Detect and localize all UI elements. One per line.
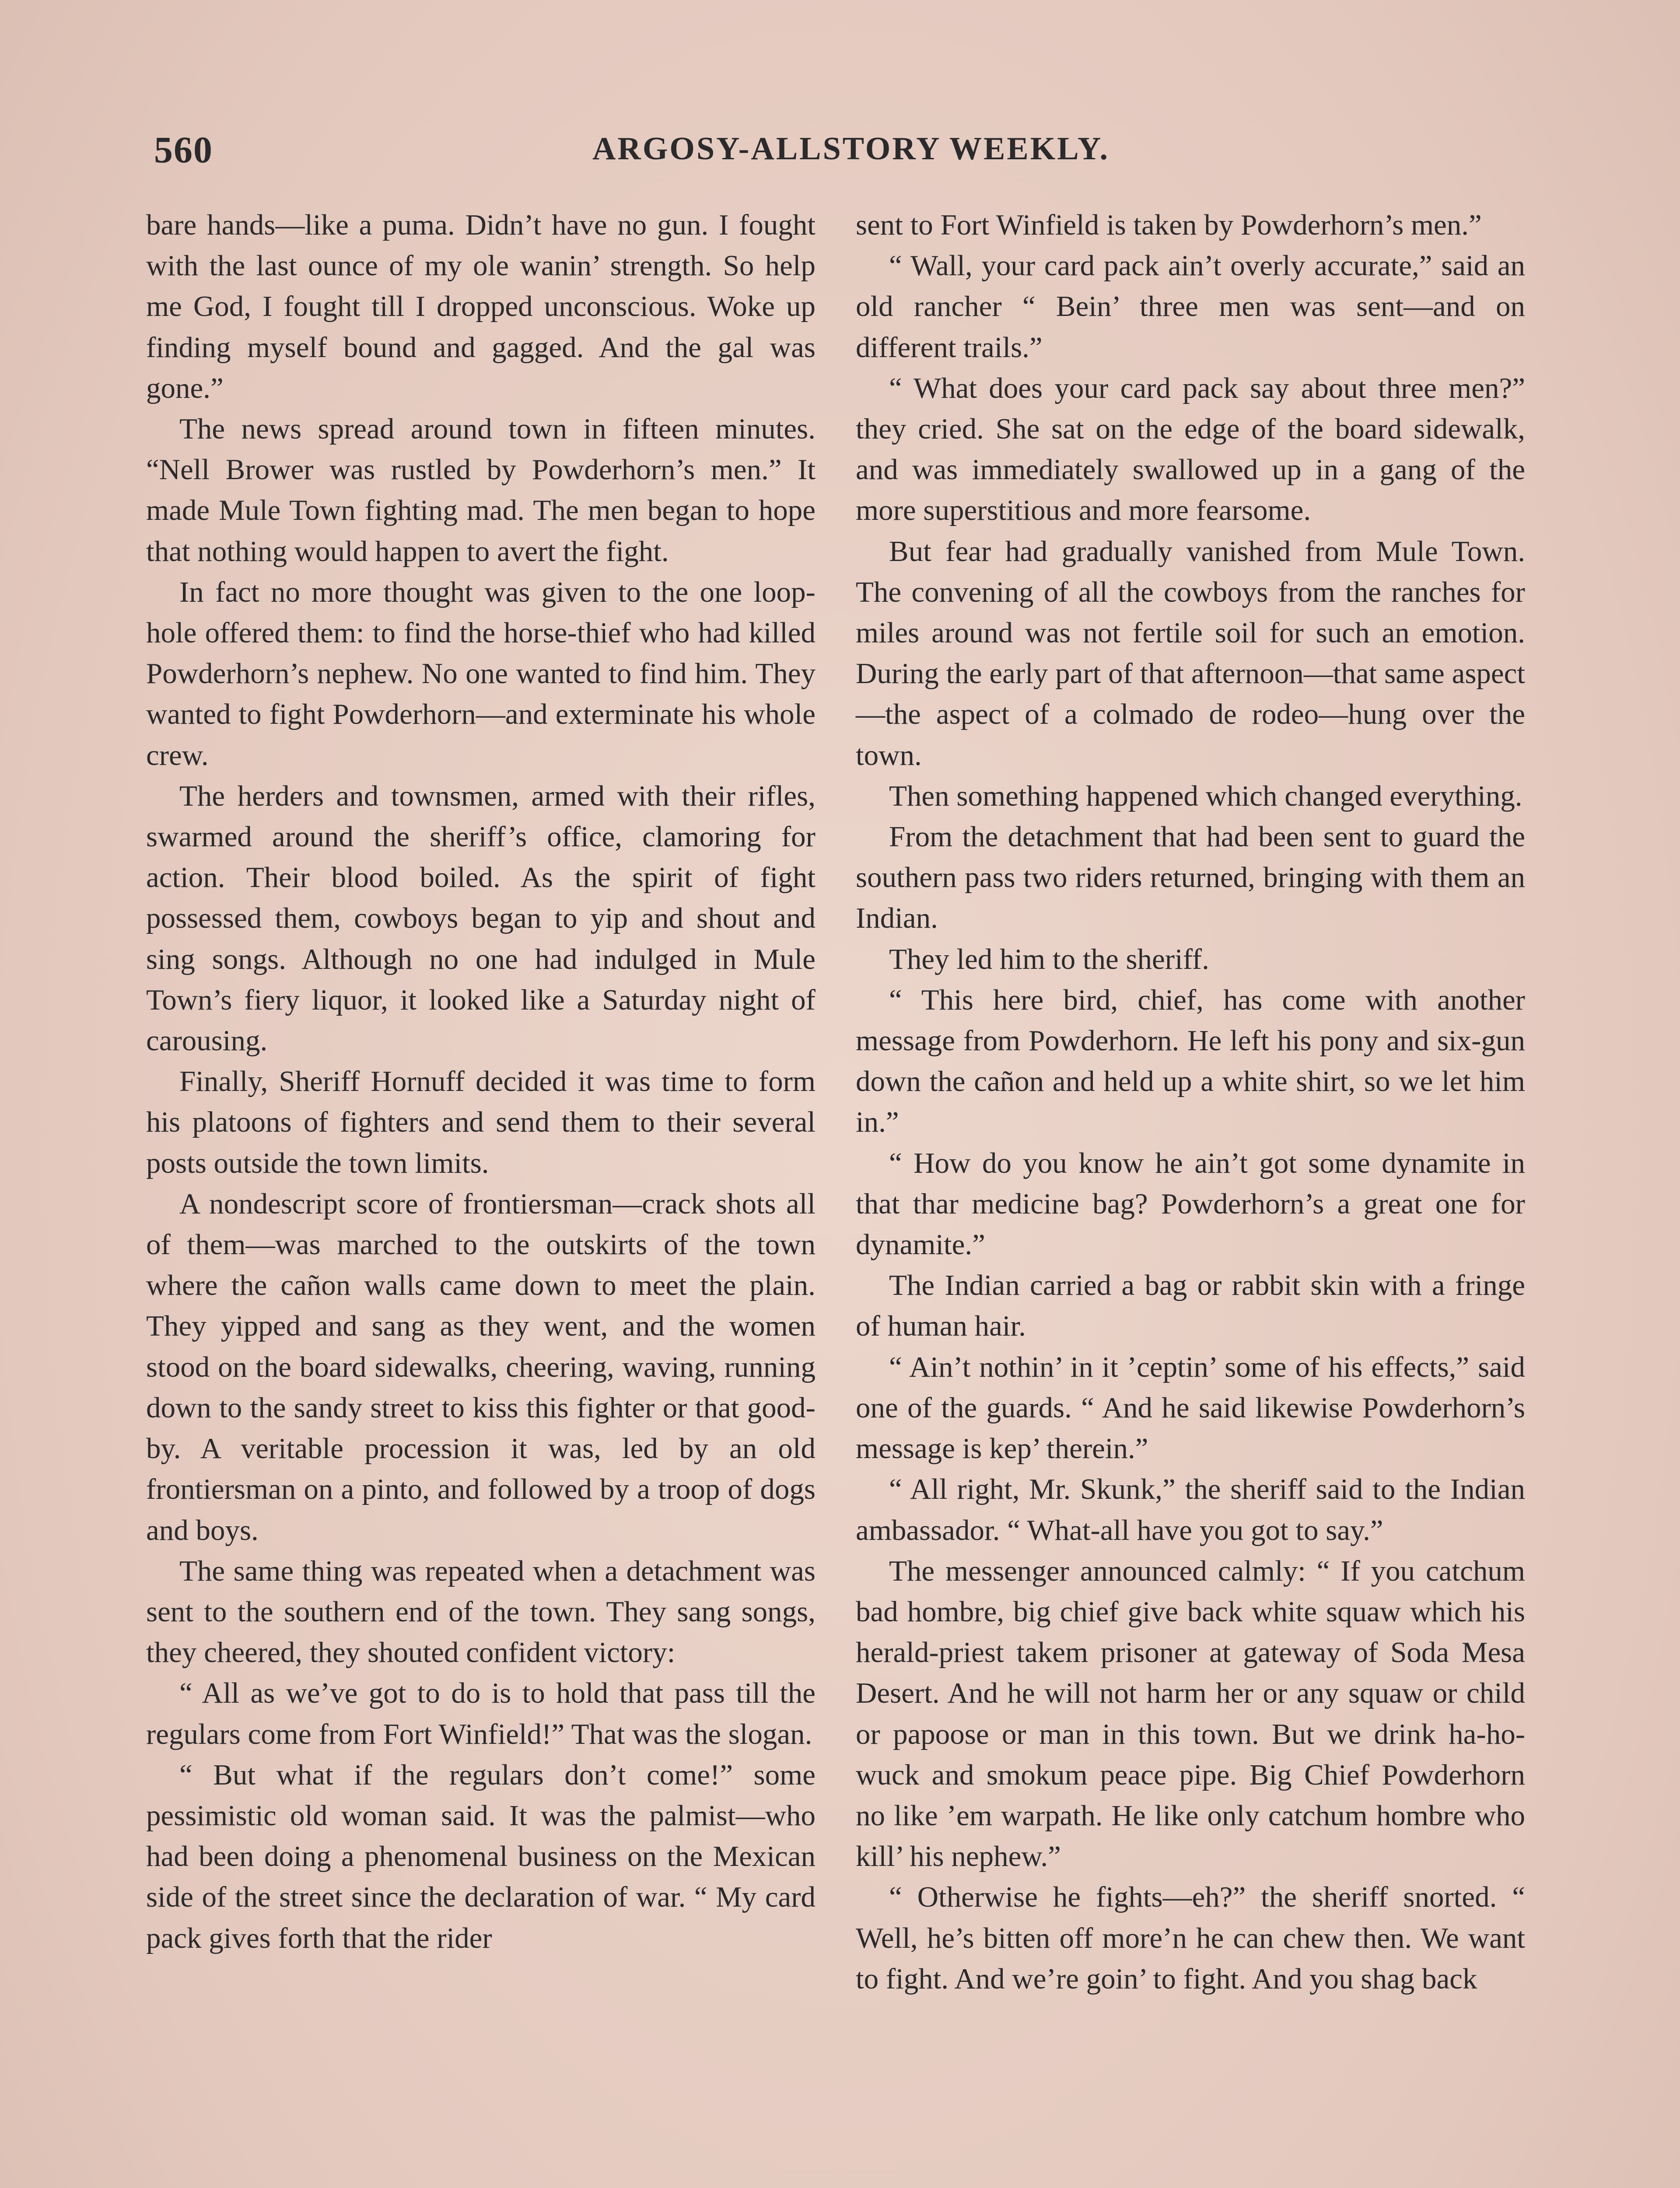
paragraph: But fear had gradually vanished from Mule Town. The convening of all the cowboys from the ranches for miles around was not fertile soil for such an emotion. During the early part of that afternoon—that same aspect—the aspect of a colmado de rodeo—hung over the town.: [856, 535, 1525, 771]
page-number: 560: [154, 129, 213, 171]
paragraph: “ Otherwise he fights—eh?” the sheriff snorted. “ Well, he’s bitten off more’n he can chew then. We want to fight. And we’re goin’ to fight. And you shag back: [856, 1881, 1525, 1995]
paragraph: Finally, Sheriff Hornuff decided it was time to form his platoons of fighters and send them to their several posts outside the town limits.: [146, 1065, 816, 1179]
paragraph: They led him to the sheriff.: [889, 943, 1209, 975]
paragraph: From the detachment that had been sent to guard the southern pass two riders returned, bringing with them an Indian.: [856, 820, 1525, 935]
paragraph: Then something happened which changed everything.: [889, 779, 1522, 812]
paragraph: A nondescript score of frontiersman—crack shots all of them—was marched to the outskirts of the town where the cañon walls came down to meet the plain. They yipped and sang as they went, and the women stood on the board sidewalks, cheering, waving, running down to the sandy street to kiss this fighter or that good-by. A veritable procession it was, led by an old frontiersman on a pinto, and followed by a troop of dogs and boys.: [146, 1187, 816, 1546]
paragraph: The herders and townsmen, armed with their rifles, swarmed around the sheriff’s office, clamoring for action. Their blood boiled. As the spirit of fight possessed them, cowboys began to yip and shout and sing songs. Although no one had indulged in Mule Town’s fiery liquor, it looked like a Saturday night of carousing.: [146, 779, 816, 1057]
paragraph: “ How do you know he ain’t got some dynamite in that thar medicine bag? Powderhorn’s a great one for dynamite.”: [856, 1147, 1525, 1261]
paragraph: “ Wall, your card pack ain’t overly accurate,” said an old rancher “ Bein’ three men was sent—and on different trails.”: [856, 249, 1525, 364]
paragraph: The messenger announced calmly: “ If you catchum bad hombre, big chief give back white squaw which his herald-priest takem prisoner at gateway of Soda Mesa Desert. And he will not harm her or any squaw or child or papoose or man in this town. But we drink ha-ho-wuck and smokum peace pipe. Big Chief Powderhorn no like ’em warpath. He like only catchum hombre who kill’ his nephew.”: [856, 1554, 1525, 1873]
paragraph: “ All as we’ve got to do is to hold that pass till the regulars come from Fort Winfield!” That was the slogan.: [146, 1677, 816, 1750]
left-column: [146, 205, 816, 1959]
right-column: [856, 205, 1525, 1999]
paragraph: sent to Fort Winfield is taken by Powderhorn’s men.”: [856, 209, 1482, 241]
paragraph: “ Ain’t nothin’ in it ’ceptin’ some of his effects,” said one of the guards. “ And he said likewise Powderhorn’s message is kep’ therein.”: [856, 1350, 1525, 1465]
paragraph: The news spread around town in fifteen minutes. “Nell Brower was rustled by Powderhorn’s men.” It made Mule Town fighting mad. The men began to hope that nothing would happen to avert the fight.: [146, 413, 816, 568]
running-head: ARGOSY-ALLSTORY WEEKLY.: [592, 131, 1110, 167]
paragraph: “ All right, Mr. Skunk,” the sheriff said to the Indian ambassador. “ What-all have you got to say.”: [856, 1473, 1525, 1546]
paragraph: In fact no more thought was given to the one loop-hole offered them: to find the horse-thief who had killed Powderhorn’s nephew. No one wanted to find him. They wanted to fight Powderhorn—and exterminate his whole crew.: [146, 575, 816, 771]
paragraph: The Indian carried a bag or rabbit skin with a fringe of human hair.: [856, 1269, 1525, 1343]
paragraph: “ What does your card pack say about three men?” they cried. She sat on the edge of the board sidewalk, and was immediately swallowed up in a gang of the more superstitious and more fearsome.: [856, 372, 1525, 527]
paragraph: bare hands—like a puma. Didn’t have no gun. I fought with the last ounce of my ole wanin’ strength. So help me God, I fought till I dropped unconscious. Woke up finding myself bound and gagged. And the gal was gone.”: [146, 209, 816, 404]
paragraph: The same thing was repeated when a detachment was sent to the southern end of the town. They sang songs, they cheered, they shouted confident victory:: [146, 1554, 816, 1669]
paragraph: “ But what if the regulars don’t come!” some pessimistic old woman said. It was the palmist—who had been doing a phenomenal business on the Mexican side of the street since the declaration of war. “ My card pack gives forth that the rider: [146, 1758, 816, 1954]
paragraph: “ This here bird, chief, has come with another message from Powderhorn. He left his pony and six-gun down the cañon and held up a white shirt, so we let him in.”: [856, 983, 1525, 1139]
